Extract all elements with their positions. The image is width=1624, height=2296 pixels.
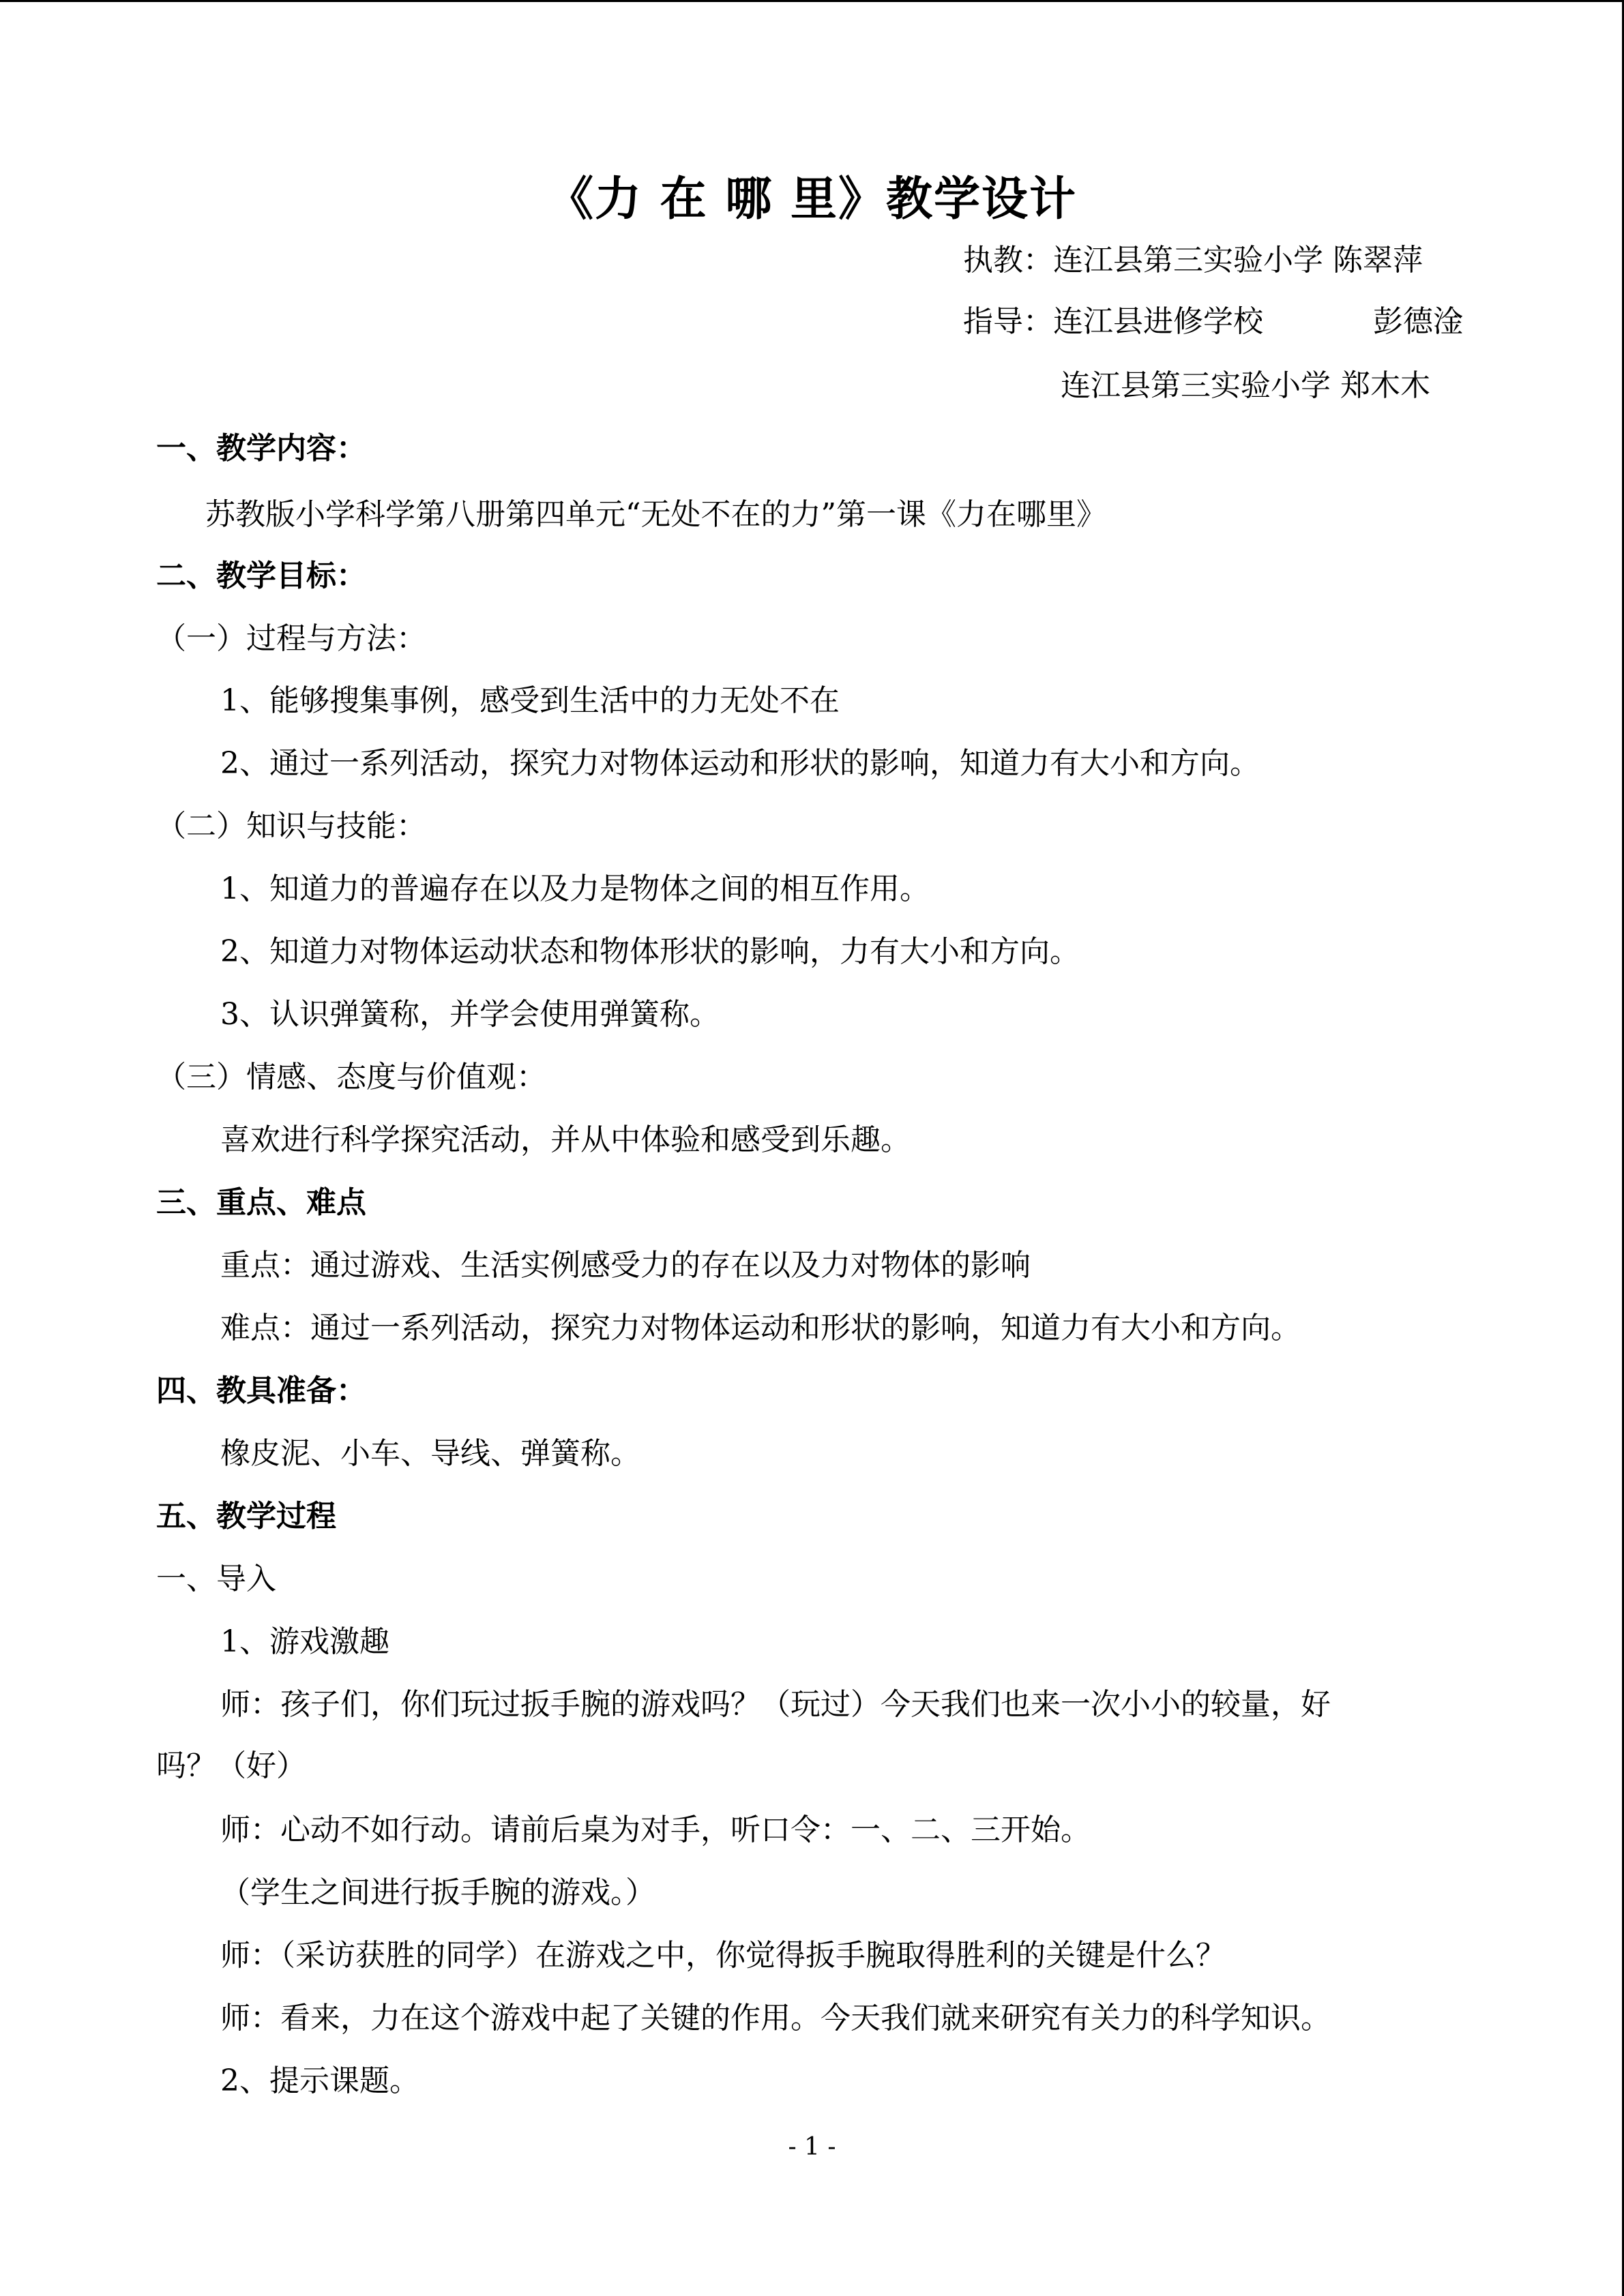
body-line: 1、能够搜集事例，感受到生活中的力无处不在 (220, 683, 840, 718)
document-title: 《力 在 哪 里》教学设计 (546, 173, 1078, 226)
section-heading: 二、教学目标： (156, 558, 366, 593)
section-heading: 四、教具准备： (156, 1373, 366, 1408)
body-line: 1、游戏激趣 (220, 1624, 389, 1659)
subsection-heading: （二）知识与技能： (156, 809, 426, 844)
body-line: 重点：通过游戏、生活实例感受力的存在以及力对物体的影响 (220, 1248, 1031, 1283)
author-line-advisor: 指导：连江县进修学校 (963, 304, 1263, 339)
body-line: 师：孩子们，你们玩过扳手腕的游戏吗？（玩过）今天我们也来一次小小的较量，好 (220, 1687, 1331, 1722)
body-line: 1、知道力的普遍存在以及力是物体之间的相互作用。 (220, 871, 930, 906)
subsection-heading: （一）过程与方法： (156, 621, 426, 656)
subsection-heading: 一、导入 (156, 1562, 276, 1596)
author-line-advisor-2: 连江县第三实验小学 郑木木 (1061, 368, 1430, 403)
body-line: 3、认识弹簧称，并学会使用弹簧称。 (220, 997, 720, 1032)
body-line: 2、知道力对物体运动状态和物体形状的影响，力有大小和方向。 (220, 934, 1080, 969)
section-heading: 一、教学内容： (156, 431, 366, 466)
author-line-teacher: 执教：连江县第三实验小学 陈翠萍 (963, 243, 1423, 278)
body-line: 2、提示课题。 (220, 2063, 419, 2098)
body-line: 师：心动不如行动。请前后桌为对手，听口令：一、二、三开始。 (220, 1813, 1091, 1847)
body-line: （学生之间进行扳手腕的游戏。） (220, 1875, 655, 1910)
section-heading: 五、教学过程 (156, 1499, 336, 1534)
body-line: 橡皮泥、小车、导线、弹簧称。 (220, 1436, 640, 1471)
body-line: 喜欢进行科学探究活动，并从中体验和感受到乐趣。 (220, 1122, 911, 1157)
body-line: 师：看来，力在这个游戏中起了关键的作用。今天我们就来研究有关力的科学知识。 (220, 2001, 1331, 2036)
page-number: - 1 - (788, 2133, 836, 2161)
body-line: 2、通过一系列活动，探究力对物体运动和形状的影响，知道力有大小和方向。 (220, 746, 1260, 781)
body-line: 师：（采访获胜的同学）在游戏之中，你觉得扳手腕取得胜利的关键是什么？ (220, 1938, 1226, 1973)
body-line: 难点：通过一系列活动，探究力对物体运动和形状的影响，知道力有大小和方向。 (220, 1311, 1301, 1345)
subsection-heading: （三）情感、态度与价值观： (156, 1060, 546, 1094)
body-line: 苏教版小学科学第八册第四单元“无处不在的力”第一课《力在哪里》 (205, 497, 1106, 532)
body-line: 吗？（好） (156, 1748, 306, 1783)
author-line-advisor-name: 彭德淦 (1373, 304, 1463, 339)
section-heading: 三、重点、难点 (156, 1185, 366, 1220)
page-border-top (0, 0, 1624, 2)
